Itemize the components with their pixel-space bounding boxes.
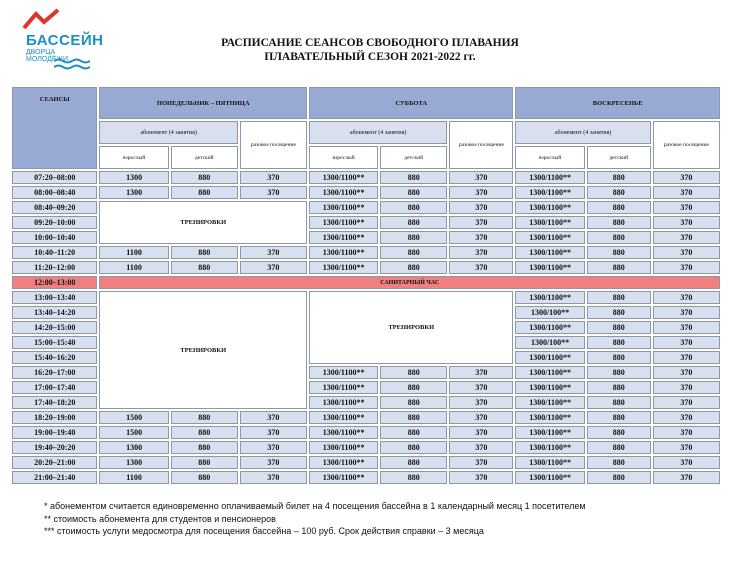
price-single: 370 bbox=[449, 171, 513, 184]
price-adult: 1300 bbox=[99, 456, 168, 469]
price-child: 880 bbox=[587, 246, 651, 259]
price-child: 880 bbox=[380, 456, 447, 469]
price-adult: 1300/1100** bbox=[515, 321, 584, 334]
logo-name: БАССЕЙН bbox=[26, 32, 104, 49]
price-adult: 1300/1100** bbox=[515, 426, 584, 439]
price-adult: 1300/1100** bbox=[515, 381, 584, 394]
page-title: РАСПИСАНИЕ СЕАНСОВ СВОБОДНОГО ПЛАВАНИЯ bbox=[221, 37, 519, 49]
price-adult: 1100 bbox=[99, 246, 168, 259]
session-time: 07:20–08:00 bbox=[12, 171, 97, 184]
price-single: 370 bbox=[240, 456, 307, 469]
price-single: 370 bbox=[653, 171, 720, 184]
schedule-row bbox=[12, 471, 720, 484]
price-adult: 1300/1100** bbox=[309, 186, 378, 199]
session-time: 09:20–10:00 bbox=[12, 216, 97, 229]
price-single: 370 bbox=[653, 306, 720, 319]
price-single: 370 bbox=[653, 231, 720, 244]
subscription-header: абонемент (4 занятия) bbox=[515, 121, 650, 144]
price-adult: 1300/1100** bbox=[515, 261, 584, 274]
schedule-row bbox=[12, 276, 720, 289]
price-adult: 1300 bbox=[99, 171, 168, 184]
price-single: 370 bbox=[653, 471, 720, 484]
price-single: 370 bbox=[449, 381, 513, 394]
price-child: 880 bbox=[380, 201, 447, 214]
price-child: 880 bbox=[171, 186, 238, 199]
price-adult: 1300/1100** bbox=[515, 231, 584, 244]
price-single: 370 bbox=[240, 441, 307, 454]
price-child: 880 bbox=[587, 426, 651, 439]
price-single: 370 bbox=[653, 186, 720, 199]
price-child: 880 bbox=[380, 231, 447, 244]
price-single: 370 bbox=[240, 246, 307, 259]
price-child: 880 bbox=[587, 471, 651, 484]
price-child: 880 bbox=[380, 411, 447, 424]
price-child: 880 bbox=[587, 231, 651, 244]
pool-logo bbox=[8, 6, 104, 70]
price-child: 880 bbox=[380, 366, 447, 379]
price-adult: 1300/1100** bbox=[309, 216, 378, 229]
schedule-table bbox=[10, 85, 722, 486]
session-time: 16:20–17:00 bbox=[12, 366, 97, 379]
price-child: 880 bbox=[587, 381, 651, 394]
price-single: 370 bbox=[449, 261, 513, 274]
price-single: 370 bbox=[240, 411, 307, 424]
adult-header: взрослый bbox=[309, 146, 378, 169]
schedule-row bbox=[12, 426, 720, 439]
price-child: 880 bbox=[380, 246, 447, 259]
price-single: 370 bbox=[653, 291, 720, 304]
logo-subtitle: ДВОРЦА МОЛОДЁЖИ bbox=[26, 49, 68, 63]
price-single: 370 bbox=[653, 411, 720, 424]
price-child: 880 bbox=[587, 366, 651, 379]
price-child: 880 bbox=[587, 306, 651, 319]
price-child: 880 bbox=[380, 426, 447, 439]
price-child: 880 bbox=[587, 351, 651, 364]
price-adult: 1300/100** bbox=[515, 306, 584, 319]
price-child: 880 bbox=[587, 441, 651, 454]
price-single: 370 bbox=[449, 426, 513, 439]
price-adult: 1500 bbox=[99, 426, 168, 439]
price-single: 370 bbox=[449, 216, 513, 229]
price-single: 370 bbox=[449, 366, 513, 379]
price-adult: 1300/1100** bbox=[515, 456, 584, 469]
price-single: 370 bbox=[240, 171, 307, 184]
session-time: 15:00–15:40 bbox=[12, 336, 97, 349]
price-adult: 1300/1100** bbox=[515, 216, 584, 229]
session-time: 20:20–21:00 bbox=[12, 456, 97, 469]
price-child: 880 bbox=[171, 246, 238, 259]
price-single: 370 bbox=[449, 411, 513, 424]
price-adult: 1300/1100** bbox=[309, 396, 378, 409]
session-time: 21:00–21:40 bbox=[12, 471, 97, 484]
price-child: 880 bbox=[380, 171, 447, 184]
price-adult: 1300/1100** bbox=[515, 246, 584, 259]
child-header: детский bbox=[587, 146, 651, 169]
price-child: 880 bbox=[380, 471, 447, 484]
schedule-row bbox=[12, 186, 720, 199]
price-child: 880 bbox=[171, 261, 238, 274]
price-child: 880 bbox=[587, 411, 651, 424]
price-child: 880 bbox=[587, 336, 651, 349]
price-single: 370 bbox=[653, 366, 720, 379]
price-adult: 1100 bbox=[99, 261, 168, 274]
price-child: 880 bbox=[380, 216, 447, 229]
session-time: 14:20–15:00 bbox=[12, 321, 97, 334]
child-header: детский bbox=[380, 146, 447, 169]
price-child: 880 bbox=[587, 321, 651, 334]
logo-waves-icon bbox=[54, 58, 90, 72]
session-time: 10:00–10:40 bbox=[12, 231, 97, 244]
price-child: 880 bbox=[171, 441, 238, 454]
price-child: 880 bbox=[171, 411, 238, 424]
adult-header: взрослый bbox=[99, 146, 168, 169]
footnote-2: ** стоимость абонемента для студентов и пенсионеров bbox=[44, 513, 276, 524]
schedule-row bbox=[12, 441, 720, 454]
price-single: 370 bbox=[240, 261, 307, 274]
session-time: 08:00–08:40 bbox=[12, 186, 97, 199]
price-adult: 1300/1100** bbox=[309, 201, 378, 214]
session-time: 19:00–19:40 bbox=[12, 426, 97, 439]
single-visit-header: разовое посещение bbox=[653, 121, 720, 169]
sessions-header: СЕАНСЫ bbox=[12, 87, 97, 169]
price-single: 370 bbox=[449, 471, 513, 484]
adult-header: взрослый bbox=[515, 146, 584, 169]
schedule-row bbox=[12, 201, 720, 214]
price-single: 370 bbox=[653, 426, 720, 439]
price-adult: 1300/1100** bbox=[515, 441, 584, 454]
price-single: 370 bbox=[653, 336, 720, 349]
price-child: 880 bbox=[380, 261, 447, 274]
footnote-3: *** стоимость услуги медосмотра для посещения бассейна – 100 руб. Срок действия справки – 3 месяца bbox=[44, 526, 484, 536]
session-time: 12:00–13:00 bbox=[12, 276, 97, 289]
price-single: 370 bbox=[653, 456, 720, 469]
price-single: 370 bbox=[653, 246, 720, 259]
price-adult: 1300/1100** bbox=[515, 366, 584, 379]
schedule-row bbox=[12, 246, 720, 259]
price-single: 370 bbox=[449, 396, 513, 409]
price-single: 370 bbox=[240, 426, 307, 439]
price-adult: 1300/1100** bbox=[309, 471, 378, 484]
price-adult: 1300/1100** bbox=[309, 366, 378, 379]
price-single: 370 bbox=[653, 351, 720, 364]
price-child: 880 bbox=[380, 396, 447, 409]
price-adult: 1300/1100** bbox=[309, 426, 378, 439]
price-adult: 1300/1100** bbox=[309, 231, 378, 244]
price-adult: 1300/1100** bbox=[515, 291, 584, 304]
schedule-row bbox=[12, 171, 720, 184]
price-single: 370 bbox=[449, 456, 513, 469]
session-time: 11:20–12:00 bbox=[12, 261, 97, 274]
price-child: 880 bbox=[171, 426, 238, 439]
session-time: 13:40–14:20 bbox=[12, 306, 97, 319]
price-child: 880 bbox=[171, 471, 238, 484]
sunday-header: ВОСКРЕСЕНЬЕ bbox=[515, 87, 720, 119]
price-child: 880 bbox=[587, 456, 651, 469]
price-adult: 1300/1100** bbox=[515, 351, 584, 364]
footnote-1: * абонементом считается единовременно оплачиваемый билет на 4 посещения бассейна в 1 календарный месяц 1 посетителем bbox=[44, 501, 586, 511]
weekdays-header: ПОНЕДЕЛЬНИК – ПЯТНИЦА bbox=[99, 87, 307, 119]
price-adult: 1300/100** bbox=[515, 336, 584, 349]
price-adult: 1300/1100** bbox=[515, 396, 584, 409]
page-subtitle: ПЛАВАТЕЛЬНЫЙ СЕЗОН 2021-2022 гг. bbox=[264, 51, 476, 63]
price-single: 370 bbox=[449, 246, 513, 259]
schedule-row bbox=[12, 291, 720, 304]
single-visit-header: разовое посещение bbox=[240, 121, 307, 169]
training-block: ТРЕНИРОВКИ bbox=[99, 201, 307, 244]
logo-roof-icon bbox=[22, 8, 62, 32]
price-adult: 1500 bbox=[99, 411, 168, 424]
session-time: 17:40–18:20 bbox=[12, 396, 97, 409]
price-adult: 1300/1100** bbox=[515, 171, 584, 184]
price-single: 370 bbox=[653, 441, 720, 454]
session-time: 13:00–13:40 bbox=[12, 291, 97, 304]
saturday-header: СУББОТА bbox=[309, 87, 513, 119]
price-single: 370 bbox=[449, 231, 513, 244]
price-adult: 1300/1100** bbox=[515, 186, 584, 199]
subscription-header: абонемент (4 занятия) bbox=[309, 121, 447, 144]
schedule-row bbox=[12, 261, 720, 274]
price-child: 880 bbox=[587, 201, 651, 214]
session-time: 10:40–11:20 bbox=[12, 246, 97, 259]
price-child: 880 bbox=[171, 171, 238, 184]
training-block: ТРЕНИРОВКИ bbox=[309, 291, 513, 364]
sanitary-hour: САНИТАРНЫЙ ЧАС bbox=[99, 276, 720, 289]
price-single: 370 bbox=[653, 396, 720, 409]
session-time: 08:40–09:20 bbox=[12, 201, 97, 214]
price-single: 370 bbox=[449, 201, 513, 214]
price-child: 880 bbox=[171, 456, 238, 469]
price-single: 370 bbox=[449, 441, 513, 454]
price-adult: 1300 bbox=[99, 441, 168, 454]
price-single: 370 bbox=[653, 201, 720, 214]
price-adult: 1300/1100** bbox=[309, 411, 378, 424]
price-single: 370 bbox=[653, 381, 720, 394]
price-single: 370 bbox=[653, 321, 720, 334]
schedule-row bbox=[12, 411, 720, 424]
session-time: 18:20–19:00 bbox=[12, 411, 97, 424]
subscription-header: абонемент (4 занятия) bbox=[99, 121, 237, 144]
single-visit-header: разовое посещение bbox=[449, 121, 513, 169]
price-child: 880 bbox=[380, 441, 447, 454]
price-adult: 1300/1100** bbox=[309, 171, 378, 184]
price-adult: 1300 bbox=[99, 186, 168, 199]
price-single: 370 bbox=[240, 186, 307, 199]
price-adult: 1300/1100** bbox=[309, 381, 378, 394]
price-adult: 1100 bbox=[99, 471, 168, 484]
price-adult: 1300/1100** bbox=[309, 261, 378, 274]
price-single: 370 bbox=[240, 471, 307, 484]
price-child: 880 bbox=[587, 261, 651, 274]
price-child: 880 bbox=[380, 381, 447, 394]
price-adult: 1300/1100** bbox=[309, 441, 378, 454]
price-single: 370 bbox=[449, 186, 513, 199]
price-adult: 1300/1100** bbox=[309, 246, 378, 259]
session-time: 17:00–17:40 bbox=[12, 381, 97, 394]
price-child: 880 bbox=[587, 291, 651, 304]
price-single: 370 bbox=[653, 216, 720, 229]
schedule-row bbox=[12, 456, 720, 469]
child-header: детский bbox=[171, 146, 238, 169]
footnotes bbox=[44, 500, 586, 538]
price-child: 880 bbox=[587, 171, 651, 184]
session-time: 15:40–16:20 bbox=[12, 351, 97, 364]
price-adult: 1300/1100** bbox=[309, 456, 378, 469]
price-single: 370 bbox=[653, 261, 720, 274]
training-block: ТРЕНИРОВКИ bbox=[99, 291, 307, 409]
price-child: 880 bbox=[380, 186, 447, 199]
session-time: 19:40–20:20 bbox=[12, 441, 97, 454]
price-child: 880 bbox=[587, 186, 651, 199]
price-child: 880 bbox=[587, 396, 651, 409]
price-child: 880 bbox=[587, 216, 651, 229]
price-adult: 1300/1100** bbox=[515, 201, 584, 214]
price-adult: 1300/1100** bbox=[515, 471, 584, 484]
price-adult: 1300/1100** bbox=[515, 411, 584, 424]
